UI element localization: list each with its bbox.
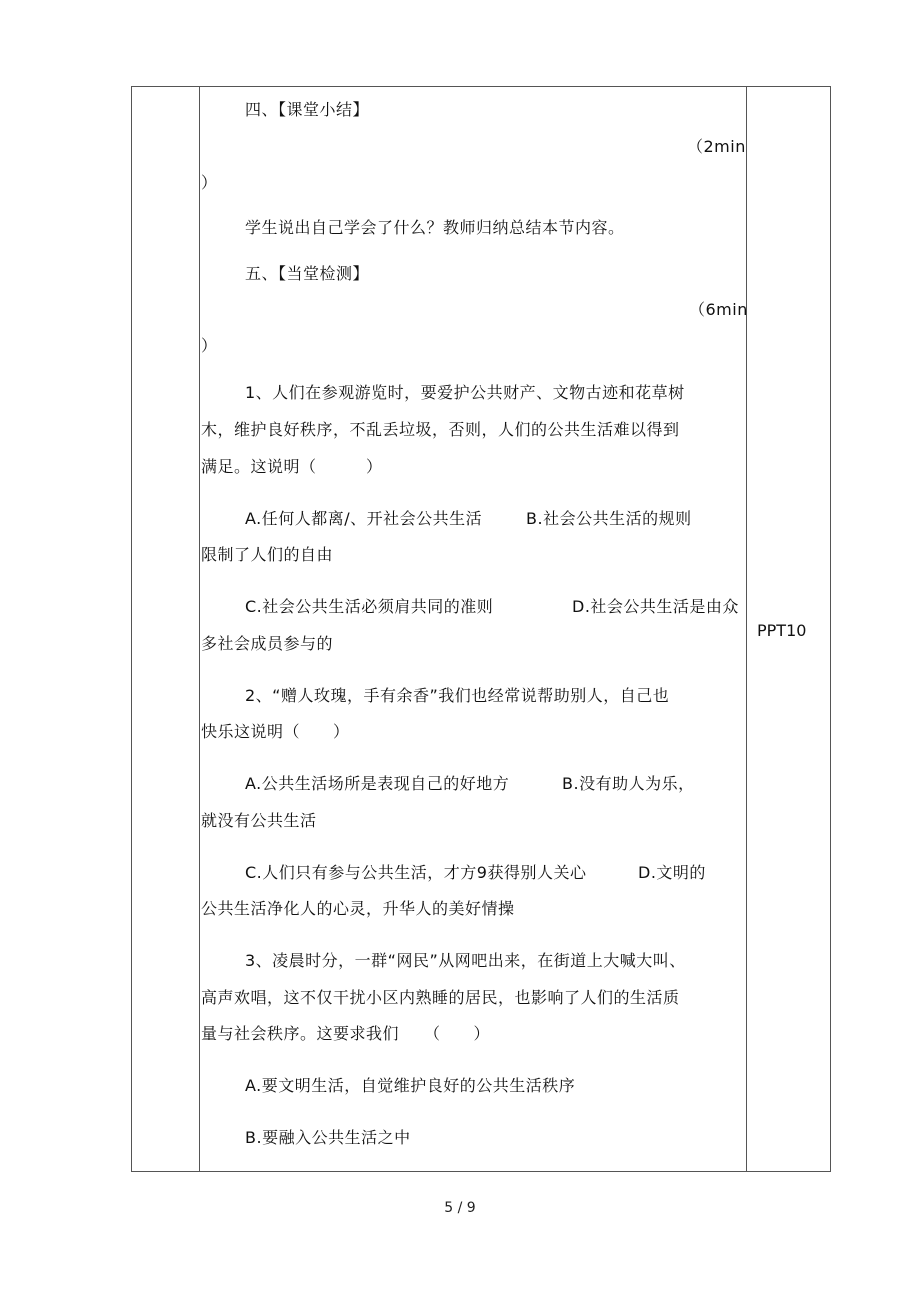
lesson-table bbox=[131, 86, 831, 1172]
question-1-option-d: D.社会公共生活是由众 bbox=[572, 597, 739, 616]
question-1-option-b-cont: 限制了人们的自由 bbox=[201, 545, 334, 564]
page-number: 5 / 9 bbox=[444, 1200, 476, 1216]
question-2-option-c: C.人们只有参与公共生活，才方9获得别人关心 bbox=[245, 863, 587, 882]
section-5-time: （6min bbox=[689, 300, 748, 319]
question-2-option-a: A.公共生活场所是表现自己的好地方 bbox=[245, 774, 510, 793]
column-divider-left bbox=[199, 87, 200, 1171]
question-3-stem-line-2: 高声欢唱，这不仅干扰小区内熟睡的居民，也影响了人们的生活质 bbox=[201, 988, 680, 1007]
question-3-stem-line-3: 量与社会秩序。这要求我们 （ ） bbox=[201, 1024, 491, 1043]
ppt-slide-label: PPT10 bbox=[757, 621, 807, 640]
section-5-time-close: ） bbox=[201, 336, 218, 355]
question-1-option-a: A.任何人都离/、开社会公共生活 bbox=[245, 509, 483, 528]
question-2-option-d-cont: 公共生活净化人的心灵，升华人的美好情操 bbox=[201, 899, 515, 918]
section-4-time: （2min bbox=[687, 137, 746, 156]
question-1-option-b: B.社会公共生活的规则 bbox=[526, 509, 692, 528]
question-3-option-a: A.要文明生活，自觉维护良好的公共生活秩序 bbox=[245, 1076, 576, 1095]
column-divider-right bbox=[746, 87, 747, 1171]
question-3-option-b: B.要融入公共生活之中 bbox=[245, 1128, 411, 1147]
question-3-stem-line-1: 3、凌晨时分，一群“网民”从网吧出来，在街道上大喊大叫、 bbox=[245, 951, 686, 970]
question-1-option-d-cont: 多社会成员参与的 bbox=[201, 634, 334, 653]
section-4-heading: 四、【课堂小结】 bbox=[245, 100, 370, 119]
question-2-option-b: B.没有助人为乐， bbox=[562, 774, 695, 793]
question-1-stem-line-1: 1、人们在参观游览时，要爱护公共财产、文物古迹和花草树 bbox=[245, 383, 685, 402]
question-2-stem-line-2: 快乐这说明（ ） bbox=[201, 722, 350, 741]
question-2-stem-line-1: 2、“赠人玫瑰，手有余香”我们也经常说帮助别人，自己也 bbox=[245, 686, 670, 705]
question-2-option-d: D.文明的 bbox=[638, 863, 706, 882]
question-2-option-b-cont: 就没有公共生活 bbox=[201, 811, 317, 830]
question-1-stem-line-3: 满足。这说明（ ） bbox=[201, 457, 383, 476]
question-1-option-c: C.社会公共生活必须肩共同的准则 bbox=[245, 597, 494, 616]
question-1-stem-line-2: 木，维护良好秩序，不乱丢垃圾，否则，人们的公共生活难以得到 bbox=[201, 420, 680, 439]
summary-text: 学生说出自己学会了什么？教师归纳总结本节内容。 bbox=[245, 218, 625, 237]
section-5-heading: 五、【当堂检测】 bbox=[245, 264, 370, 283]
section-4-time-close: ） bbox=[201, 173, 218, 192]
